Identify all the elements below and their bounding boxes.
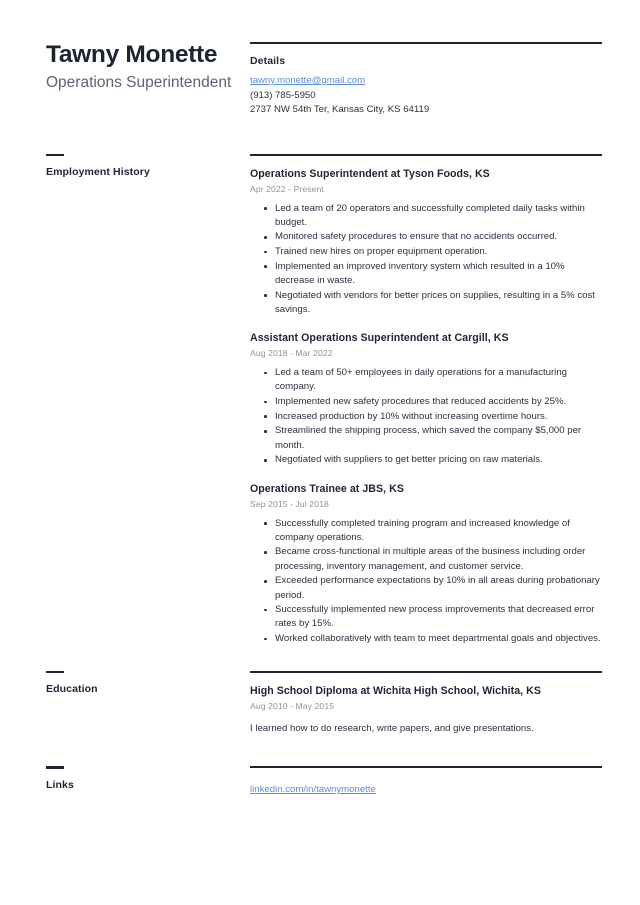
- header-spacer: [0, 118, 640, 154]
- bullet-item: Negotiated with suppliers to get better pricing on raw materials.: [250, 453, 602, 467]
- header-identity-block: [46, 40, 250, 93]
- bullet-item: Implemented an improved inventory system which resulted in a 10% decrease in waste.: [250, 260, 602, 288]
- education-entries: [250, 671, 602, 736]
- education-section: [0, 671, 640, 736]
- employment-entries: [250, 154, 602, 647]
- bullet-item: Worked collaboratively with team to meet departmental goals and objectives.: [250, 632, 602, 646]
- employment-entry: [250, 167, 602, 318]
- links-label-dash-icon: [46, 766, 64, 769]
- employment-entry-title: Assistant Operations Superintendent at Cargill, KS: [250, 332, 509, 345]
- email-link[interactable]: tawny.monette@gmail.com: [250, 75, 366, 86]
- employment-entry-bullets: [250, 366, 602, 467]
- details-heading: Details: [250, 55, 286, 67]
- employment-entry-title: Operations Superintendent at Tyson Foods, KS: [250, 167, 490, 180]
- bullet-item: Successfully completed training program and increased knowledge of company operations.: [250, 517, 602, 545]
- employment-entry-bullets: [250, 202, 602, 318]
- education-entry: [250, 684, 602, 736]
- links-section-label: Links: [46, 778, 74, 791]
- employment-entry-date: Apr 2022 - Present: [250, 183, 324, 194]
- employment-label-dash-icon: [46, 154, 64, 157]
- bullet-item: Successfully implemented new process improvements that decreased error rates by 15%.: [250, 603, 602, 631]
- employment-entry-date: Sep 2015 - Jul 2018: [250, 498, 329, 509]
- education-spacer: [0, 736, 640, 766]
- details-section-rule: [250, 42, 602, 44]
- links-section-rule: [250, 766, 602, 768]
- links-entries: [250, 766, 602, 798]
- candidate-job-title: Operations Superintendent: [46, 74, 232, 91]
- bullet-item: Exceeded performance expectations by 10% in all areas during probationary period.: [250, 574, 602, 602]
- bullet-item: Led a team of 20 operators and successfully completed daily tasks within budget.: [250, 202, 602, 230]
- employment-entry-title: Operations Trainee at JBS, KS: [250, 482, 404, 495]
- details-section: [250, 40, 602, 118]
- employment-entry: [250, 331, 602, 467]
- bullet-item: Negotiated with vendors for better prices on supplies, resulting in a 5% cost savings.: [250, 289, 602, 317]
- education-label-dash-icon: [46, 671, 64, 674]
- bullet-item: Led a team of 50+ employees in daily operations for a manufacturing company.: [250, 366, 602, 394]
- employment-spacer: [0, 647, 640, 671]
- links-list: [250, 779, 602, 798]
- employment-history-section: [0, 154, 640, 647]
- bullet-item: Trained new hires on proper equipment operation.: [250, 245, 602, 259]
- links-section: [0, 766, 640, 798]
- links-label-column: [46, 766, 250, 792]
- bullet-item: Monitored safety procedures to ensure that no accidents occurred.: [250, 230, 602, 244]
- employment-entry-date: Aug 2018 - Mar 2022: [250, 348, 333, 359]
- employment-entry-bullets: [250, 517, 602, 647]
- employment-section-rule: [250, 154, 602, 156]
- resume-header: [0, 0, 640, 118]
- bullet-item: Streamlined the shipping process, which saved the company $5,000 per month.: [250, 424, 602, 452]
- education-section-label: Education: [46, 683, 98, 696]
- candidate-name: Tawny Monette: [46, 41, 218, 68]
- bullet-item: Increased production by 10% without increasing overtime hours.: [250, 410, 602, 424]
- education-section-rule: [250, 671, 602, 673]
- details-phone: (913) 785-5950: [250, 89, 316, 101]
- education-entry-description: I learned how to do research, write papers, and give presentations.: [250, 722, 534, 734]
- education-label-column: [46, 671, 250, 697]
- details-email-row: [250, 70, 602, 89]
- employment-entry: [250, 482, 602, 647]
- employment-section-label: Employment History: [46, 166, 150, 178]
- education-entry-title: High School Diploma at Wichita High School, Wichita, KS: [250, 684, 541, 697]
- employment-label-column: [46, 154, 250, 180]
- bullet-item: Implemented new safety procedures that reduced accidents by 25%.: [250, 395, 602, 409]
- linkedin-link[interactable]: linkedin.com/in/tawnymonette: [250, 784, 376, 796]
- details-address: 2737 NW 54th Ter, Kansas City, KS 64119: [250, 104, 430, 115]
- bullet-item: Became cross-functional in multiple areas of the business including order processing, inventory management, and customer service.: [250, 545, 602, 573]
- education-entry-date: Aug 2010 - May 2015: [250, 700, 335, 711]
